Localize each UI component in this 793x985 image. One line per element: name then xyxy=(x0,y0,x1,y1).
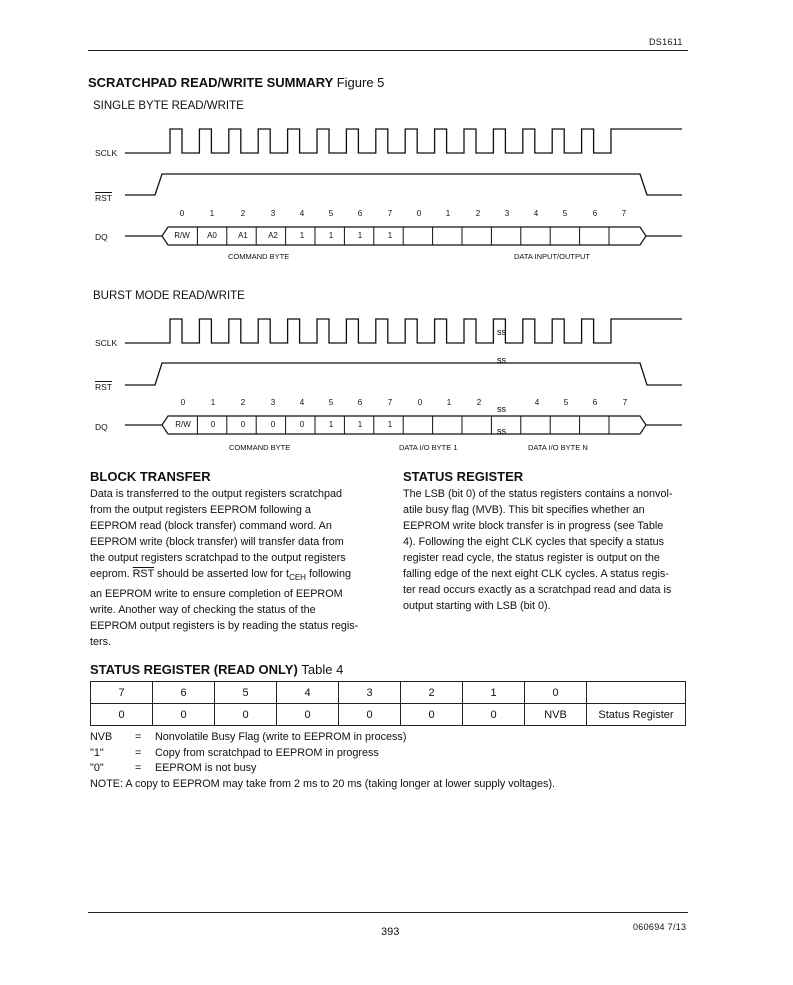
break-mark: ss xyxy=(497,355,506,365)
paragraph-line: output starting with LSB (bit 0). xyxy=(403,600,551,612)
bit-number: 1 xyxy=(209,209,215,218)
burst-rst-waveform xyxy=(125,363,682,385)
bit-number: 1 xyxy=(446,398,452,407)
paragraph-line: from the output registers EEPROM following a xyxy=(90,504,311,516)
dq-cell-label: A2 xyxy=(268,231,278,240)
paragraph-line: ters. xyxy=(90,636,111,649)
dq-cell-label: R/W xyxy=(175,420,191,429)
bit-number: 3 xyxy=(504,209,510,218)
table-cell: 0 xyxy=(463,704,525,726)
footer-rule xyxy=(88,912,688,913)
legend-item: "0" = EEPROM is not busy xyxy=(90,762,257,774)
single-subtitle: SINGLE BYTE READ/WRITE xyxy=(93,100,244,112)
single-rst-waveform xyxy=(125,174,682,195)
burst-caption-byten: DATA I/O BYTE N xyxy=(528,443,588,452)
burst-dq-label: DQ xyxy=(95,422,108,432)
dq-cell-label: 0 xyxy=(240,420,246,429)
doc-code: 060694 7/13 xyxy=(633,922,687,932)
table-cell: 0 xyxy=(91,704,153,726)
bit-number: 7 xyxy=(387,398,393,407)
paragraph-line: the output registers scratchpad to the output registers xyxy=(90,552,346,564)
bit-number: 2 xyxy=(240,398,246,407)
bit-number: 1 xyxy=(445,209,451,218)
single-rst-label: $\overline{RST}$ xyxy=(95,193,112,203)
bit-number: 6 xyxy=(592,398,598,407)
break-mark: ss xyxy=(497,426,506,436)
burst-caption-byte1: DATA I/O BYTE 1 xyxy=(399,443,458,452)
table4-title-plain: Table 4 xyxy=(301,662,344,677)
rst-signal-name: $\overline{RST}$ xyxy=(132,568,155,580)
table-cell: 1 xyxy=(463,682,525,704)
burst-caption-command: COMMAND BYTE xyxy=(229,443,291,452)
block-transfer-paragraph xyxy=(90,486,377,650)
bit-number: 2 xyxy=(475,209,481,218)
dq-cell-label: R/W xyxy=(174,231,190,240)
dq-cell-label: 0 xyxy=(270,420,276,429)
table-cell: 0 xyxy=(153,704,215,726)
paragraph-line: write. Another way of checking the status of the xyxy=(90,604,316,617)
part-number: DS1611 xyxy=(649,37,683,47)
table-cell: 0 xyxy=(277,704,339,726)
bit-number: 6 xyxy=(357,398,363,407)
legend-item: NVB = Nonvolatile Busy Flag (write to EEPROM in process) xyxy=(90,731,407,743)
table-cell: 0 xyxy=(401,704,463,726)
burst-sclk-waveform xyxy=(125,319,682,343)
paragraph-line: EEPROM output registers is by reading the status regis- xyxy=(90,620,359,633)
single-sclk-label: SCLK xyxy=(95,148,118,158)
paragraph-line: atile busy flag (MVB). This bit specifies whether an xyxy=(403,504,645,516)
figure-title-plain: Figure 5 xyxy=(336,75,385,90)
dq-cell-label: 0 xyxy=(299,420,305,429)
table-cell: 6 xyxy=(153,682,215,704)
table-cell: 3 xyxy=(339,682,401,704)
legend-item: "1" = Copy from scratchpad to EEPROM in progress xyxy=(90,746,379,759)
single-byte-diagram xyxy=(125,129,682,245)
bit-number: 5 xyxy=(562,209,568,218)
single-caption-command: COMMAND BYTE xyxy=(228,252,290,261)
single-dq-label: DQ xyxy=(95,232,108,242)
dq-cell-label: A0 xyxy=(207,231,217,240)
paragraph-line: EEPROM write (block transfer) will transfer data from xyxy=(90,536,344,548)
paragraph-line: an EEPROM write to ensure completion of EEPROM xyxy=(90,588,343,601)
paragraph-line: EEPROM read (block transfer) command word. An xyxy=(90,520,332,532)
block-transfer-heading: BLOCK TRANSFER xyxy=(90,469,211,484)
bit-number: 0 xyxy=(416,209,422,218)
bit-number: 5 xyxy=(328,209,334,218)
dq-cell-label: 1 xyxy=(387,231,393,240)
table-cell: 2 xyxy=(401,682,463,704)
bit-number: 3 xyxy=(270,209,276,218)
dq-cell-label: 1 xyxy=(357,231,363,240)
page-number: 393 xyxy=(381,926,400,938)
table-cell: NVB xyxy=(525,704,587,726)
bit-number: 6 xyxy=(357,209,363,218)
single-sclk-waveform xyxy=(125,129,682,153)
bit-number: 3 xyxy=(270,398,276,407)
dq-cell-label: 1 xyxy=(357,420,363,429)
bit-number: 0 xyxy=(417,398,423,407)
bit-number: 2 xyxy=(476,398,482,407)
bit-number: 2 xyxy=(240,209,246,218)
bit-number: 4 xyxy=(533,209,539,218)
dq-cell-label: 1 xyxy=(328,231,334,240)
bit-number: 1 xyxy=(210,398,216,407)
table4-title xyxy=(90,662,343,677)
dq-cell-label: A1 xyxy=(238,231,248,240)
status-register-table xyxy=(90,681,686,726)
table-cell: 0 xyxy=(215,704,277,726)
table-row xyxy=(91,704,686,726)
paragraph-line: register read cycle, the status register is output on the xyxy=(403,552,660,564)
bit-number: 6 xyxy=(592,209,598,218)
paragraph-line: falling edge of the next eight CLK cycles. A status regis- xyxy=(403,568,669,580)
legend-notes xyxy=(90,730,690,792)
paragraph-line: Data is transferred to the output registers scratchpad xyxy=(90,488,343,500)
burst-subtitle: BURST MODE READ/WRITE xyxy=(93,290,245,302)
dq-cell-label: 1 xyxy=(299,231,305,240)
status-register-paragraph xyxy=(403,486,690,614)
bit-number: 4 xyxy=(299,398,305,407)
paragraph-line: ter read occurs exactly as a scratchpad read and data is xyxy=(403,584,672,596)
table-cell xyxy=(587,682,686,704)
bit-number: 4 xyxy=(299,209,305,218)
dq-cell-label: 1 xyxy=(328,420,334,429)
table-cell: 4 xyxy=(277,682,339,704)
break-mark: ss xyxy=(497,327,506,337)
table4-title-bold: STATUS REGISTER (READ ONLY) xyxy=(90,662,298,677)
bit-number: 4 xyxy=(534,398,540,407)
figure-title-bold: SCRATCHPAD READ/WRITE SUMMARY xyxy=(88,75,334,90)
bit-number: 0 xyxy=(179,209,185,218)
paragraph-line: The LSB (bit 0) of the status registers contains a nonvol- xyxy=(403,488,673,500)
bit-number: 5 xyxy=(563,398,569,407)
paragraph-line: 4). Following the eight CLK cycles that specify a status xyxy=(403,536,665,548)
bit-number: 7 xyxy=(387,209,393,218)
burst-rst-label: $\overline{RST}$ xyxy=(95,382,112,392)
status-register-heading: STATUS REGISTER xyxy=(403,469,524,484)
dq-cell-label: 0 xyxy=(210,420,216,429)
table-cell: 0 xyxy=(339,704,401,726)
bit-number: 7 xyxy=(621,209,627,218)
bit-number: 5 xyxy=(328,398,334,407)
bit-number: 0 xyxy=(180,398,186,407)
table-cell: 5 xyxy=(215,682,277,704)
break-mark: ss xyxy=(497,404,506,414)
burst-sclk-label: SCLK xyxy=(95,338,118,348)
note-line: NOTE: A copy to EEPROM may take from 2 ms to 20 ms (taking longer at lower supply voltages). xyxy=(90,777,556,790)
bit-number: 7 xyxy=(622,398,628,407)
table-header-row xyxy=(91,682,686,704)
paragraph-line-rst: eeprom. $\overline{RST}$ should be asserted low for $t_{CEH}$ following xyxy=(90,568,351,583)
burst-mode-diagram xyxy=(125,319,682,436)
dq-cell-label: 1 xyxy=(387,420,393,429)
single-caption-data: DATA INPUT/OUTPUT xyxy=(514,252,590,261)
table-cell: 0 xyxy=(525,682,587,704)
paragraph-line: EEPROM write block transfer is in progress (see Table xyxy=(403,520,664,532)
table-cell: 7 xyxy=(91,682,153,704)
table-cell: Status Register xyxy=(587,704,686,726)
